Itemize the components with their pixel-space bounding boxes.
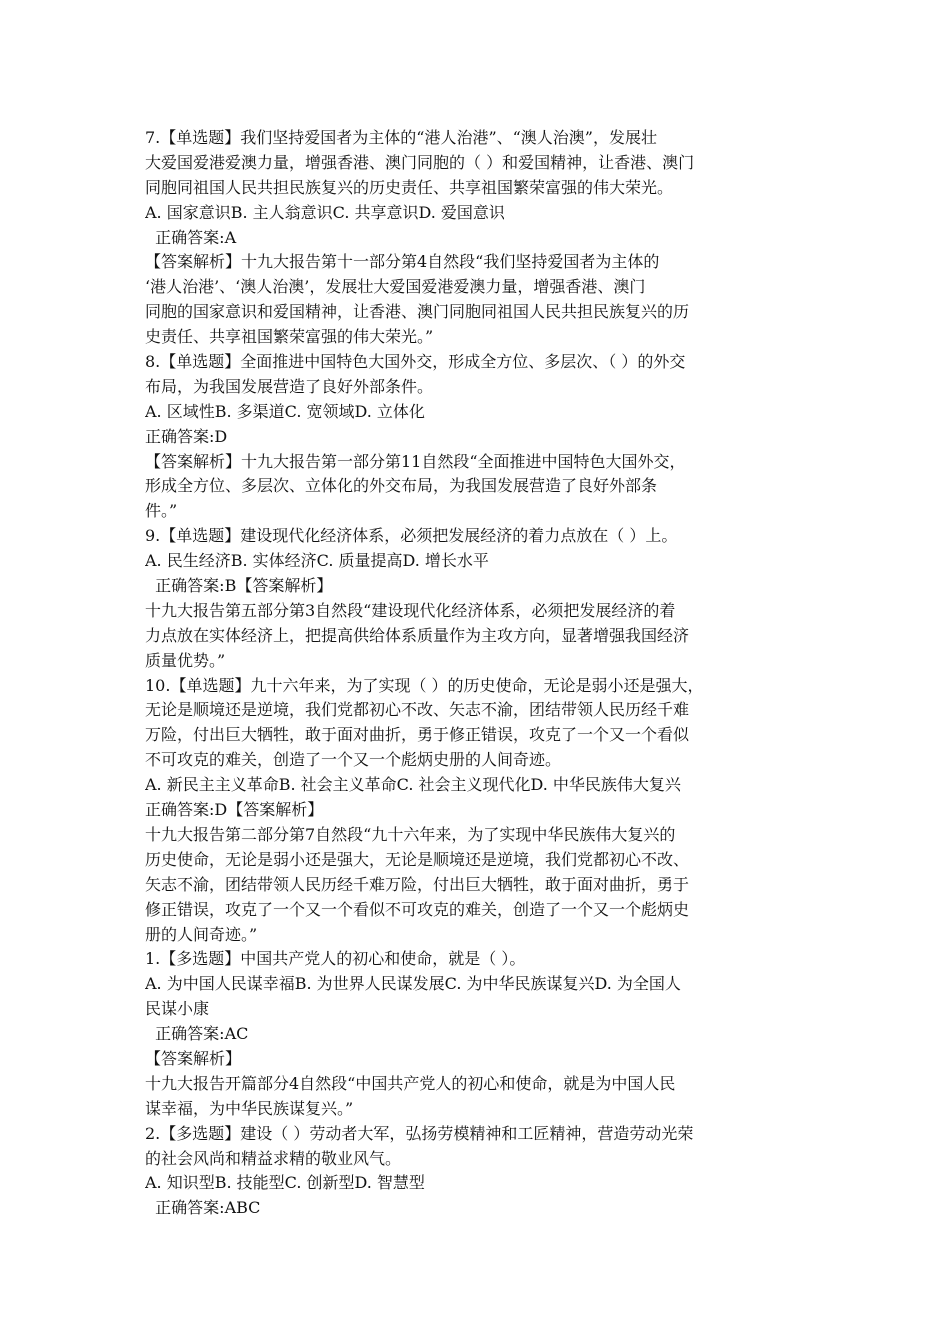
- text-line: A. 知识型B. 技能型C. 创新型D. 智慧型: [145, 1173, 425, 1193]
- document-body: [145, 126, 815, 1221]
- text-line: A. 新民主主义革命B. 社会主义革命C. 社会主义现代化D. 中华民族伟大复兴: [145, 775, 681, 795]
- text-line: A. 为中国人民谋幸福B. 为世界人民谋发展C. 为中华民族谋复兴D. 为全国人: [145, 974, 681, 994]
- text-line: 正确答案:A: [145, 227, 237, 247]
- text-line: 十九大报告开篇部分4自然段“中国共产党人的初心和使命，就是为中国人民: [145, 1073, 676, 1093]
- text-line: 形成全方位、多层次、立体化的外交布局，为我国发展营造了良好外部条: [145, 476, 658, 496]
- text-line: 民谋小康: [145, 999, 210, 1019]
- text-line: 正确答案:D: [145, 426, 228, 446]
- text-line: A. 国家意识B. 主人翁意识C. 共享意识D. 爱国意识: [145, 202, 505, 222]
- text-line: A. 区域性B. 多渠道C. 宽领域D. 立体化: [145, 401, 425, 421]
- text-line: 布局，为我国发展营造了良好外部条件。: [145, 376, 434, 396]
- text-line: 修正错误，攻克了一个又一个看似不可攻克的难关，创造了一个又一个彪炳史: [145, 899, 690, 919]
- text-line: 正确答案:ABC: [145, 1198, 261, 1218]
- text-line: 的社会风尚和精益求精的敬业风气。: [145, 1148, 402, 1168]
- text-line: 10.【单选题】九十六年来，为了实现（ ）的历史使命，无论是弱小还是强大，: [145, 675, 704, 695]
- text-line: 正确答案:B【答案解析】: [145, 576, 333, 596]
- text-line: 同胞的国家意识和爱国精神，让香港、澳门同胞同祖国人民共担民族复兴的历: [145, 302, 690, 322]
- text-line: 2.【多选题】建设（ ）劳动者大军，弘扬劳模精神和工匠精神，营造劳动光荣: [145, 1123, 694, 1143]
- text-line: 7.【单选题】我们坚持爱国者为主体的“港人治港”、“澳人治澳”，发展壮: [145, 128, 657, 147]
- text-line: 9.【单选题】建设现代化经济体系，必须把发展经济的着力点放在（ ）上。: [145, 526, 678, 546]
- text-line: 正确答案:AC: [145, 1024, 249, 1044]
- text-line: 1.【多选题】中国共产党人的初心和使命，就是（ ）。: [145, 949, 526, 969]
- text-line: 万险，付出巨大牺牲，敢于面对曲折，勇于修正错误，攻克了一个又一个看似: [145, 725, 690, 745]
- text-line: 册的人间奇迹。”: [145, 924, 258, 944]
- text-line: A. 民生经济B. 实体经济C. 质量提高D. 增长水平: [145, 551, 489, 571]
- text-line: 力点放在实体经济上，把提高供给体系质量作为主攻方向，显著增强我国经济: [145, 625, 690, 645]
- text-line: 不可攻克的难关，创造了一个又一个彪炳史册的人间奇迹。: [145, 750, 562, 770]
- text-line: 十九大报告第五部分第3自然段“建设现代化经济体系，必须把发展经济的着: [145, 600, 676, 620]
- text-line: 矢志不渝，团结带领人民历经千难万险，付出巨大牺牲，敢于面对曲折，勇于: [145, 874, 690, 894]
- text-line: 大爱国爱港爱澳力量，增强香港、澳门同胞的（ ）和爱国精神，让香港、澳门: [145, 152, 695, 172]
- text-line: 质量优势。”: [145, 650, 226, 670]
- text-line: 史责任、共享祖国繁荣富强的伟大荣光。”: [145, 327, 434, 347]
- text-line: 历史使命，无论是弱小还是强大，无论是顺境还是逆境，我们党都初心不改、: [145, 849, 690, 869]
- text-line: 十九大报告第二部分第7自然段“九十六年来，为了实现中华民族伟大复兴的: [145, 824, 676, 844]
- text-line: ‘港人治港’、‘澳人治澳’，发展壮大爱国爱港爱澳力量，增强香港、澳门: [145, 277, 646, 297]
- text-line: 【答案解析】十九大报告第十一部分第4自然段“我们坚持爱国者为主体的: [145, 252, 660, 272]
- text-line: 同胞同祖国人民共担民族复兴的历史责任、共享祖国繁荣富强的伟大荣光。: [145, 177, 674, 197]
- text-line: 【答案解析】十九大报告第一部分第11自然段“全面推进中国特色大国外交，: [145, 451, 686, 471]
- text-line: 正确答案:D【答案解析】: [145, 800, 324, 820]
- text-line: 谋幸福，为中华民族谋复兴。”: [145, 1098, 354, 1118]
- text-line: 【答案解析】: [145, 1048, 242, 1068]
- text-line: 件。”: [145, 501, 178, 521]
- text-line: 无论是顺境还是逆境，我们党都初心不改、矢志不渝，团结带领人民历经千难: [145, 700, 690, 720]
- text-line: 8.【单选题】全面推进中国特色大国外交，形成全方位、多层次、（ ）的外交: [145, 352, 686, 372]
